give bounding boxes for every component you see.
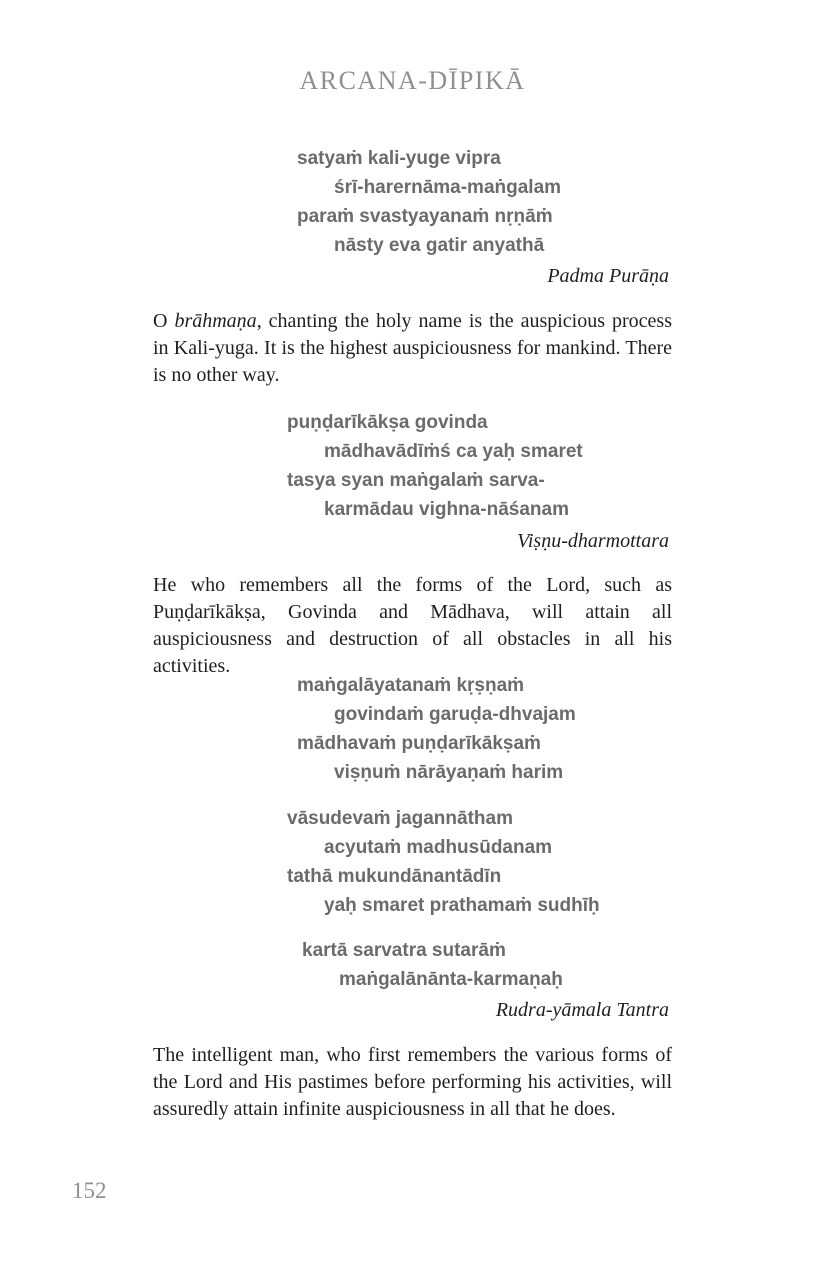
verse-mangalayatanam bbox=[297, 671, 576, 787]
verse-line: vāsudevaṁ jagannātham bbox=[287, 808, 513, 829]
translation-paragraph: The intelligent man, who first remembers the various forms of the Lord and His pastimes before performing his activities, will assuredly attain infinite auspiciousness in all that he does. bbox=[153, 1044, 672, 1120]
verse-line: govindaṁ garuḍa-dhvajam bbox=[334, 704, 576, 725]
verse-vishnu-dharmottara bbox=[287, 408, 583, 524]
page-number: 152 bbox=[72, 1178, 107, 1203]
verse-line: kartā sarvatra sutarāṁ bbox=[302, 940, 506, 961]
page-header-title: ARCANA-DĪPIKĀ bbox=[299, 66, 526, 95]
para-text: , chanting the holy name is the auspicious process in Kali-yuga. It is the highest auspiciousness for mankind. There is no other way. bbox=[153, 310, 673, 386]
para-italic-term: brāhmaṇa bbox=[174, 310, 257, 332]
verse-line: tathā mukundānantādīn bbox=[287, 866, 502, 887]
para-prefix: O bbox=[153, 310, 175, 332]
verse-line: maṅgalāyatanaṁ kṛṣṇaṁ bbox=[297, 675, 525, 696]
verse-line: puṇḍarīkākṣa govinda bbox=[287, 412, 488, 433]
verse-line: maṅgalānānta-karmaṇaḥ bbox=[339, 969, 563, 990]
verse-line: karmādau vighna-nāśanam bbox=[324, 499, 569, 520]
verse-line: satyaṁ kali-yuge vipra bbox=[297, 148, 501, 169]
translation-paragraph: He who remembers all the forms of the Lord, such as Puṇḍarīkākṣa, Govinda and Mādhava, will attain all auspiciousness and destruction of all obstacles in all his activities. bbox=[153, 574, 672, 677]
verse-line: paraṁ svastyayanaṁ nṛṇāṁ bbox=[297, 206, 553, 227]
verse-line: nāsty eva gatir anyathā bbox=[334, 235, 545, 256]
verse-line: viṣṇuṁ nārāyaṇaṁ harim bbox=[334, 762, 564, 783]
verse-line: acyutaṁ madhusūdanam bbox=[324, 837, 553, 858]
verse-source: Padma Purāṇa bbox=[547, 265, 669, 287]
verse-line: yaḥ smaret prathamaṁ sudhīḥ bbox=[324, 895, 600, 916]
verse-line: mādhavādīṁś ca yaḥ smaret bbox=[324, 441, 583, 462]
verse-line: mādhavaṁ puṇḍarīkākṣaṁ bbox=[297, 733, 541, 754]
verse-source: Rudra-yāmala Tantra bbox=[495, 999, 669, 1021]
translation-paragraph bbox=[153, 308, 672, 389]
verse-karta-sarvatra bbox=[302, 936, 563, 994]
verse-source: Viṣṇu-dharmottara bbox=[517, 530, 669, 552]
verse-padma-purana bbox=[297, 144, 561, 260]
verse-vasudevam bbox=[287, 804, 600, 920]
verse-line: śrī-harernāma-maṅgalam bbox=[334, 177, 562, 198]
verse-line: tasya syan maṅgalaṁ sarva- bbox=[287, 470, 545, 491]
